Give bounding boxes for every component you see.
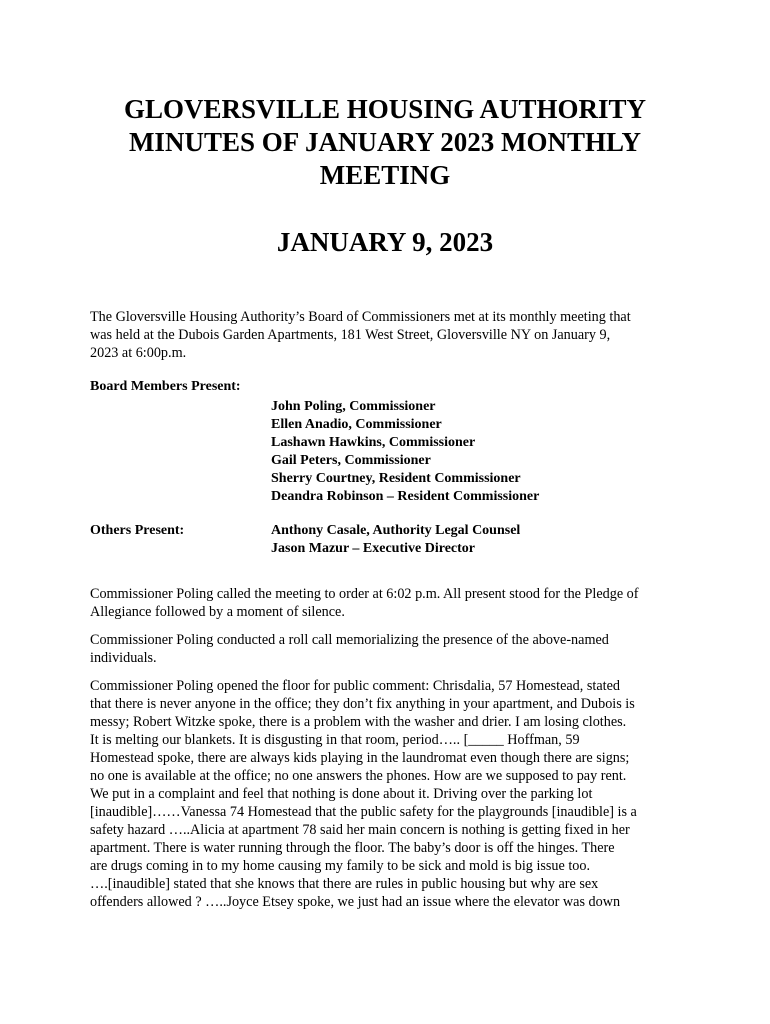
text-line: apartment. There is water running through the floor. The baby’s door is off the hinges. There bbox=[90, 840, 615, 856]
meeting-date: JANUARY 9, 2023 bbox=[276, 227, 494, 257]
text-line: no one is available at the office; no one answers the phones. How are we supposed to pay rent. bbox=[90, 768, 627, 784]
board-member: John Poling, Commissioner bbox=[271, 399, 436, 414]
other-attendee: Anthony Casale, Authority Legal Counsel bbox=[271, 523, 521, 538]
board-members-label: Board Members Present: bbox=[90, 379, 241, 394]
others-present-list bbox=[271, 522, 520, 558]
text-line: Commissioner Poling opened the floor for public comment: Chrisdalia, 57 Homestead, stated bbox=[90, 678, 620, 694]
text-line: We put in a complaint and feel that nothing is done about it. Driving over the parking lot bbox=[90, 786, 593, 802]
text-line: that there is never anyone in the office; they don’t fix anything in your apartment, and Dubois is bbox=[90, 696, 635, 712]
document-title bbox=[60, 93, 710, 192]
text-line: safety hazard …..Alicia at apartment 78 said her main concern is nothing is getting fixed in her bbox=[90, 822, 630, 838]
call-to-order-paragraph bbox=[90, 585, 688, 621]
text-line: 2023 at 6:00p.m. bbox=[90, 345, 187, 361]
text-line: ….[inaudible] stated that she knows that there are rules in public housing but why are sex bbox=[90, 876, 599, 892]
text-line: offenders allowed ? …..Joyce Etsey spoke, we just had an issue where the elevator was down bbox=[90, 894, 621, 910]
text-line: Commissioner Poling called the meeting to order at 6:02 p.m. All present stood for the Pledge of bbox=[90, 586, 639, 602]
board-member: Sherry Courtney, Resident Commissioner bbox=[271, 471, 521, 486]
text-line: Commissioner Poling conducted a roll call memorializing the presence of the above-named bbox=[90, 632, 609, 648]
public-comment-paragraph bbox=[90, 677, 688, 911]
text-line: messy; Robert Witzke spoke, there is a problem with the washer and drier. I am losing clothes. bbox=[90, 714, 627, 730]
board-member: Lashawn Hawkins, Commissioner bbox=[271, 435, 476, 450]
text-line: was held at the Dubois Garden Apartments, 181 West Street, Gloversville NY on January 9, bbox=[90, 327, 611, 343]
text-line: The Gloversville Housing Authority’s Board of Commissioners met at its monthly meeting that bbox=[90, 309, 631, 325]
board-members-list bbox=[271, 398, 539, 506]
other-attendee: Jason Mazur – Executive Director bbox=[271, 541, 475, 556]
text-line: individuals. bbox=[90, 650, 157, 666]
board-member: Ellen Anadio, Commissioner bbox=[271, 417, 442, 432]
intro-paragraph bbox=[90, 308, 690, 362]
title-line: MEETING bbox=[319, 160, 451, 190]
text-line: Homestead spoke, there are always kids playing in the laundromat even though there are signs; bbox=[90, 750, 630, 766]
roll-call-paragraph bbox=[90, 631, 688, 667]
board-member: Deandra Robinson – Resident Commissioner bbox=[271, 489, 540, 504]
text-line: It is melting our blankets. It is disgusting in that room, period….. [_____ Hoffman, 59 bbox=[90, 732, 580, 748]
text-line: [inaudible]……Vanessa 74 Homestead that the public safety for the playgrounds [inaudible] is a bbox=[90, 804, 637, 820]
title-line: GLOVERSVILLE HOUSING AUTHORITY bbox=[123, 94, 647, 124]
text-line: Allegiance followed by a moment of silence. bbox=[90, 604, 345, 620]
others-present-label: Others Present: bbox=[90, 523, 185, 538]
board-member: Gail Peters, Commissioner bbox=[271, 453, 431, 468]
text-line: are drugs coming in to my home causing my family to be sick and mold is big issue too. bbox=[90, 858, 591, 874]
title-line: MINUTES OF JANUARY 2023 MONTHLY bbox=[128, 127, 642, 157]
